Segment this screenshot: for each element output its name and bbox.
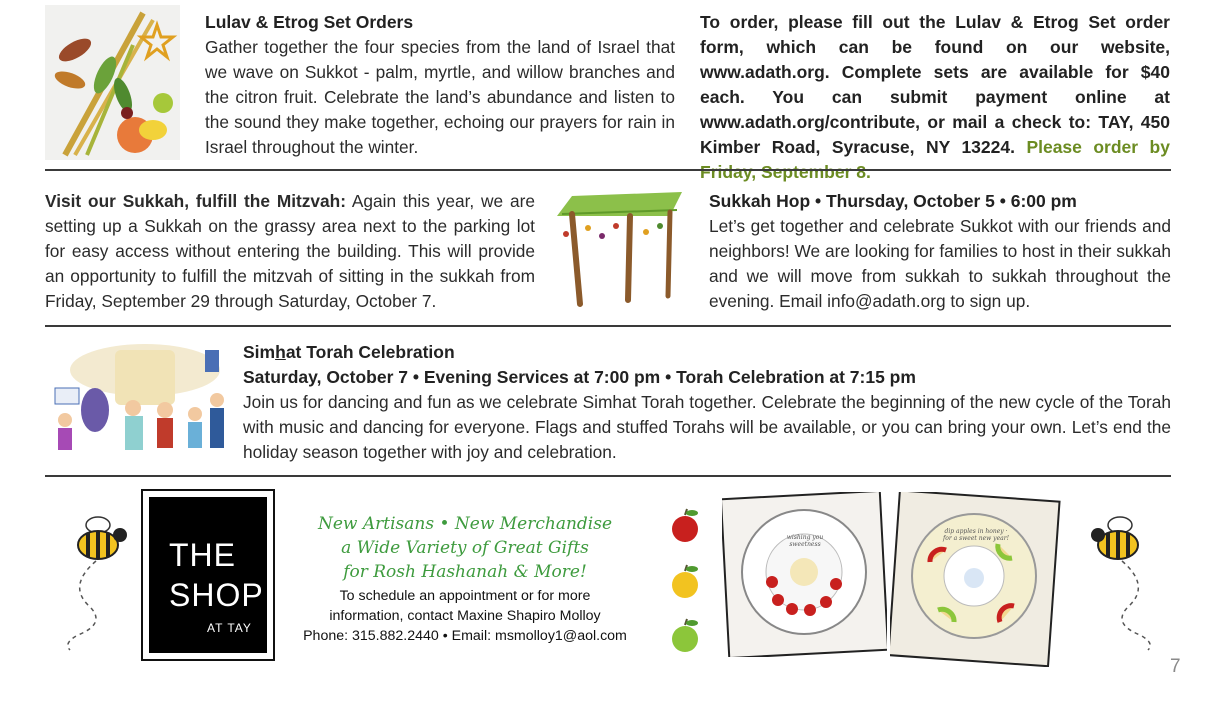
simhat-torah-illustration — [45, 340, 231, 458]
shop-script-2: a Wide Variety of Great Gifts — [341, 538, 589, 558]
simhat-heading-pre: Sim — [243, 342, 276, 362]
shop-logo-shop: SHOP — [169, 577, 264, 613]
sukkah-hop-heading: Sukkah Hop • Thursday, October 5 • 6:00 pm — [709, 191, 1077, 211]
sukkah-visit-text — [45, 189, 535, 314]
lulav-etrog-illustration — [45, 5, 180, 160]
shop-contact-2: information, contact Maxine Shapiro Molloy — [329, 608, 601, 624]
simhat-heading — [243, 340, 455, 365]
lulav-heading: Lulav & Etrog Set Orders — [205, 12, 414, 32]
bee-left-illustration — [58, 505, 138, 655]
divider-1 — [45, 169, 1171, 171]
plate-photo-1 — [722, 492, 887, 657]
shop-script-3: for Rosh Hashanah & More! — [343, 562, 587, 582]
shop-logo-at-tay: AT TAY — [207, 621, 252, 635]
lulav-description: Gather together the four species from the land of Israel that we wave on Sukkot - palm, myrtle, and willow branches and the citron fruit. Celebrate the land’s abundance and listen to the sound they make together, echoing our prayers for rain in Israel throughout the winter. — [205, 37, 675, 157]
lulav-order-instructions — [700, 10, 1170, 185]
divider-3 — [45, 475, 1171, 477]
simhat-heading-h: h — [275, 342, 286, 362]
shop-contact-3: Phone: 315.882.2440 • Email: msmolloy1@aol.com — [303, 628, 627, 644]
sukkah-hop-text: Let’s get together and celebrate Sukkot with our friends and neighbors! We are looking for families to host in their sukkah and we will move from sukkah to sukkah throughout the evening. Email info@adath.org to sign up. — [709, 216, 1171, 311]
shop-promo — [285, 512, 645, 646]
page-number: 7 — [1170, 656, 1181, 677]
simhat-description: Join us for dancing and fun as we celebrate Simhat Torah together. Celebrate the beginning of the new cycle of the Torah with music and dancing for everyone. Flags and stuffed Torahs will be available, or you can bring your own. Let’s end the holiday season together with joy and celebration. — [243, 392, 1171, 462]
sukkah-lead: Visit our Sukkah, fulfill the Mitzvah: — [45, 191, 346, 211]
order-deadline: Please order by Friday, September 8. — [700, 137, 1170, 182]
apples-column — [665, 505, 705, 655]
plate-2-text: dip apples in honey · for a sweet new year! — [943, 528, 1009, 542]
plate-photo-2 — [890, 492, 1062, 667]
divider-2 — [45, 325, 1171, 327]
simhat-heading-post: at Torah Celebration — [285, 342, 455, 362]
sukkah-body: Again this year, we are setting up a Sukkah on the grassy area next to the parking lot for easy access without entering the building. This will provide an opportunity to fulfill the mitzvah of sitting in the sukkah from Friday, September 29 through Saturday, October 7. — [45, 191, 535, 311]
plate-1-text: wishing you sweetness — [786, 534, 824, 548]
bee-right-illustration — [1080, 505, 1160, 655]
simhat-subheading: Saturday, October 7 • Evening Services at 7:00 pm • Torah Celebration at 7:15 pm — [243, 367, 916, 387]
shop-contact-1: To schedule an appointment or for more — [339, 588, 591, 604]
shop-logo-the: THE — [169, 537, 236, 573]
shop-logo — [141, 489, 275, 661]
order-text: To order, please fill out the Lulav & Etrog Set order form, which can be found on our website, www.adath.org. Complete sets are available for $40 each. You can submit payment online at www.adath.org/contribute, or mail a check to: TAY, 450 Kimber Road, Syracuse, NY 13224. — [700, 12, 1170, 157]
sukkah-illustration — [552, 188, 687, 308]
shop-script-1: New Artisans • New Merchandise — [317, 514, 613, 534]
